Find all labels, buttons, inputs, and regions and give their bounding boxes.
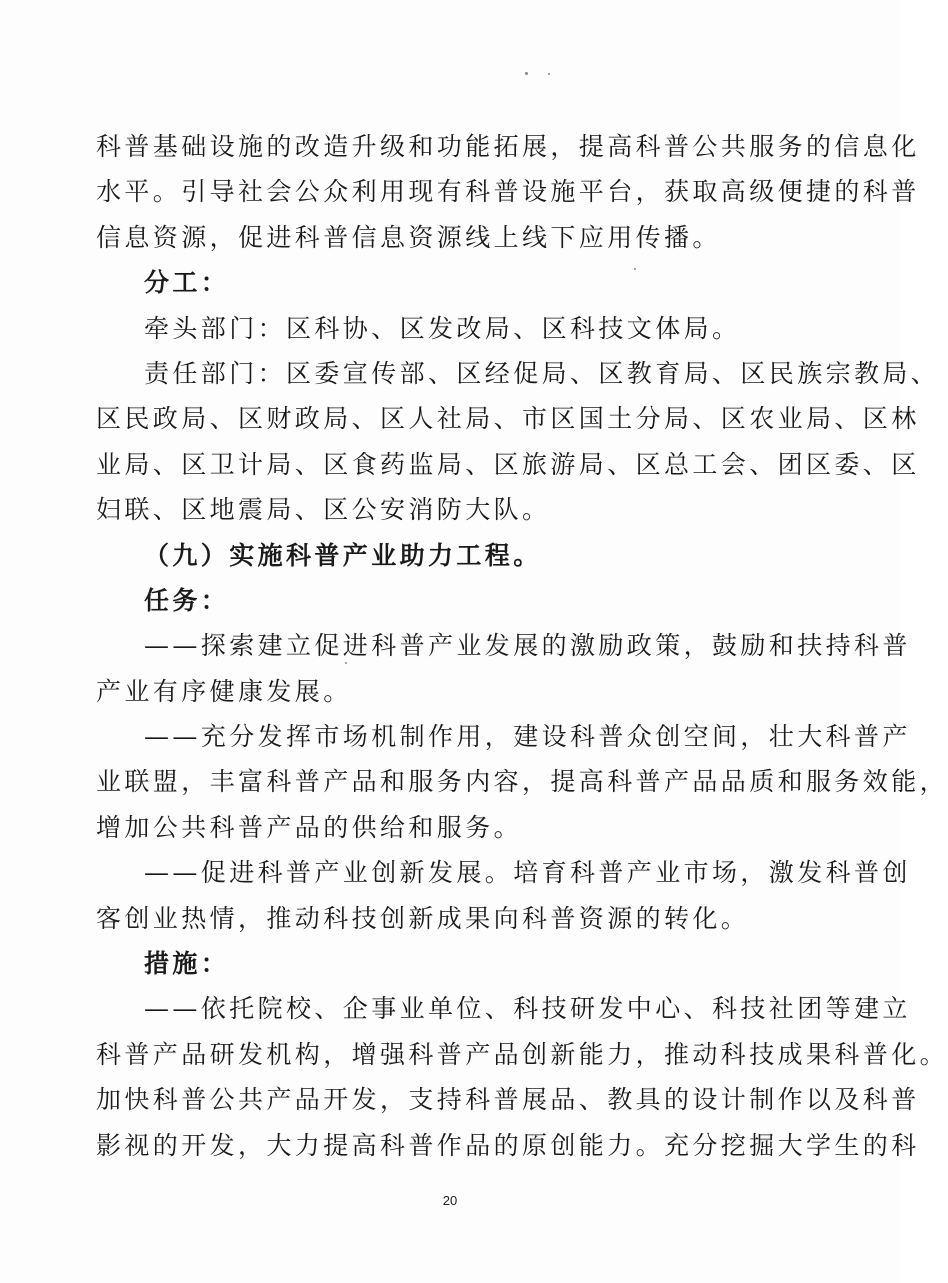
measure-1-line-3: 加快科普公共产品开发，支持科普展品、教具的设计制作以及科普 [96, 1085, 920, 1115]
text-line-2: 水平。引导社会公众利用现有科普设施平台，获取高级便捷的科普 [96, 177, 920, 207]
measure-1-line-4: 影视的开发，大力提高科普作品的原创能力。充分挖掘大学生的科 [96, 1130, 920, 1160]
task-3-line-2: 客创业热情，推动科技创新成果向科普资源的转化。 [96, 903, 750, 933]
scan-speck [548, 73, 550, 75]
scan-speck [525, 72, 528, 75]
lead-departments: 牵头部门：区科协、区发改局、区科技文体局。 [144, 313, 741, 343]
task-2-line-1: ——充分发挥市场机制作用，建设科普众创空间，壮大科普产 [144, 722, 911, 752]
task-2-line-2: 业联盟，丰富科普产品和服务内容，提高科普产品品质和服务效能， [96, 767, 948, 797]
measure-1-line-2: 科普产品研发机构，增强科普产品创新能力，推动科技成果科普化。 [96, 1039, 948, 1069]
body-text [96, 127, 948, 1171]
heading-fengong: 分工： [144, 268, 230, 298]
text-line-3: 信息资源，促进科普信息资源线上线下应用传播。 [96, 222, 721, 252]
task-1-line-2: 产业有序健康发展。 [96, 676, 352, 706]
heading-tasks: 任务： [144, 585, 230, 615]
responsible-departments-line-1: 责任部门：区委宣传部、区经促局、区教育局、区民族宗教局、 [144, 358, 940, 388]
section-heading-9: （九）实施科普产业助力工程。 [144, 540, 542, 570]
responsible-departments-line-2: 区民政局、区财政局、区人社局、市区国土分局、区农业局、区林 [96, 404, 920, 434]
heading-measures: 措施： [144, 949, 230, 979]
measure-1-line-1: ——依托院校、企事业单位、科技研发中心、科技社团等建立 [144, 994, 911, 1024]
text-line-1: 科普基础设施的改造升级和功能拓展，提高科普公共服务的信息化 [96, 132, 920, 161]
responsible-departments-line-4: 妇联、区地震局、区公安消防大队。 [96, 495, 551, 525]
responsible-departments-line-3: 业局、区卫计局、区食药监局、区旅游局、区总工会、团区委、区 [96, 449, 920, 479]
task-3-line-1: ——促进科普产业创新发展。培育科普产业市场，激发科普创 [144, 858, 911, 888]
task-1-line-1: ——探索建立促进科普产业发展的激励政策，鼓励和扶持科普 [144, 631, 911, 661]
page-number: 20 [442, 1193, 458, 1208]
task-2-line-3: 增加公共科普产品的供给和服务。 [96, 812, 523, 842]
